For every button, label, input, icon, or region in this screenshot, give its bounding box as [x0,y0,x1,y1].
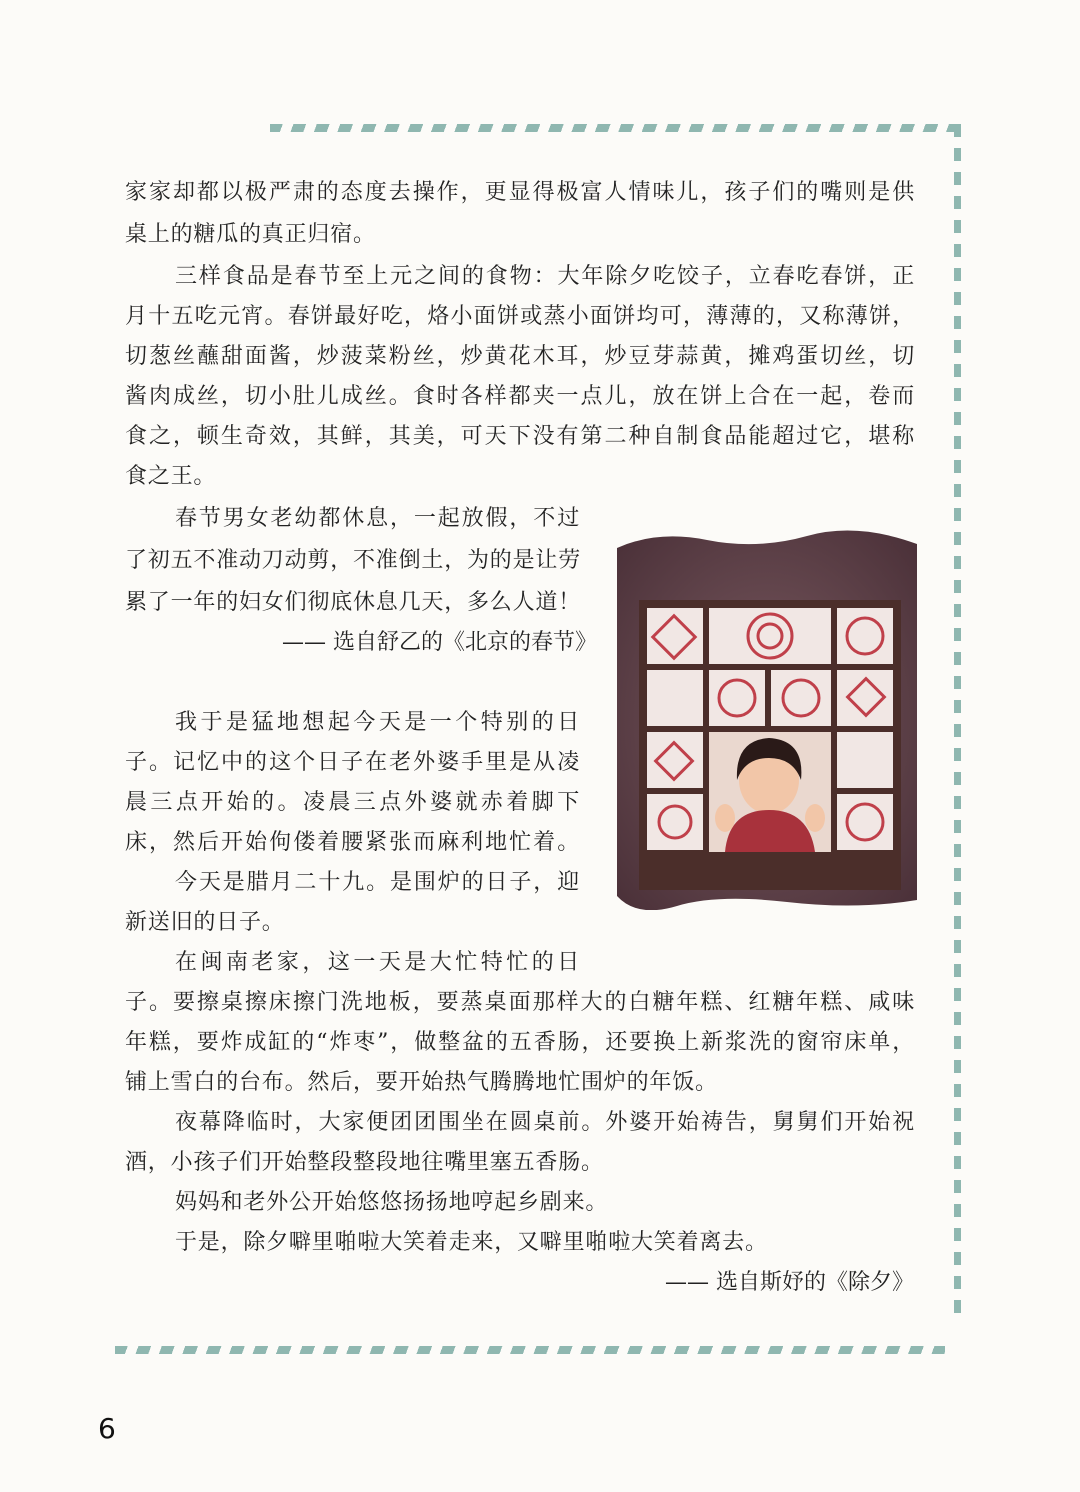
text-line: 酱肉成丝，切小肚儿成丝。食时各样都夹一点儿，放在饼上合在一起，卷而 [125,384,915,409]
text-line: 床，然后开始佝偻着腰紧张而麻利地忙着。 [125,830,580,855]
text-line: 月十五吃元宵。春饼最好吃，烙小面饼或蒸小面饼均可，薄薄的，又称薄饼， [125,304,915,329]
text-line: 于是，除夕噼里啪啦大笑着走来，又噼里啪啦大笑着离去。 [175,1230,768,1255]
page-number: 6 [98,1412,116,1445]
text-line: 酒，小孩子们开始整段整段地往嘴里塞五香肠。 [125,1150,604,1175]
text-line: 食之王。 [125,464,217,489]
text-line: 铺上雪白的台布。然后，要开始热气腾腾地忙围炉的年饭。 [125,1070,718,1095]
text-line: 子。要擦桌擦床擦门洗地板，要蒸桌面那样大的白糖年糕、红糖年糕、咸味 [125,990,915,1015]
frame-right-border [954,124,961,1324]
text-line: 三样食品是春节至上元之间的食物：大年除夕吃饺子，立春吃春饼，正 [175,264,915,289]
source-attribution: —— 选自舒乙的《北京的春节》 [282,630,597,655]
source-attribution: —— 选自斯妤的《除夕》 [665,1270,914,1295]
text-line: 晨三点开始的。凌晨三点外婆就赤着脚下 [125,790,580,815]
text-line: 家家却都以极严肃的态度去操作，更显得极富人情味儿，孩子们的嘴则是供 [125,180,915,205]
text-line: 妈妈和老外公开始悠悠扬扬地哼起乡剧来。 [175,1190,609,1215]
text-line: 食之，顿生奇效，其鲜，其美，可天下没有第二种自制食品能超过它，堪称 [125,424,915,449]
frame-bottom-border [115,1346,945,1354]
text-line: 桌上的糖瓜的真正归宿。 [125,222,376,247]
text-line: 了初五不准动刀动剪，不准倒土，为的是让劳 [125,548,582,573]
child-figure [709,732,831,852]
text-line: 新送旧的日子。 [125,910,285,935]
text-line: 子。记忆中的这个日子在老外婆手里是从凌 [125,750,580,775]
text-line: 在闽南老家，这一天是大忙特忙的日 [175,950,580,975]
text-line: 年糕，要炸成缸的“炸枣”，做整盆的五香肠，还要换上新浆洗的窗帘床单， [125,1030,915,1055]
text-line: 夜幕降临时，大家便团团围坐在圆桌前。外婆开始祷告，舅舅们开始祝 [175,1110,915,1135]
text-line: 春节男女老幼都休息，一起放假，不过 [175,506,580,531]
text-line: 切葱丝蘸甜面酱，炒菠菜粉丝，炒黄花木耳，炒豆芽蒜黄，摊鸡蛋切丝，切 [125,344,915,369]
text-line: 累了一年的妇女们彻底休息几天，多么人道！ [125,590,582,615]
window-illustration [617,530,917,910]
text-line: 我于是猛地想起今天是一个特别的日 [175,710,580,735]
text-line: 今天是腊月二十九。是围炉的日子，迎 [175,870,580,895]
frame-top-border [270,124,960,132]
